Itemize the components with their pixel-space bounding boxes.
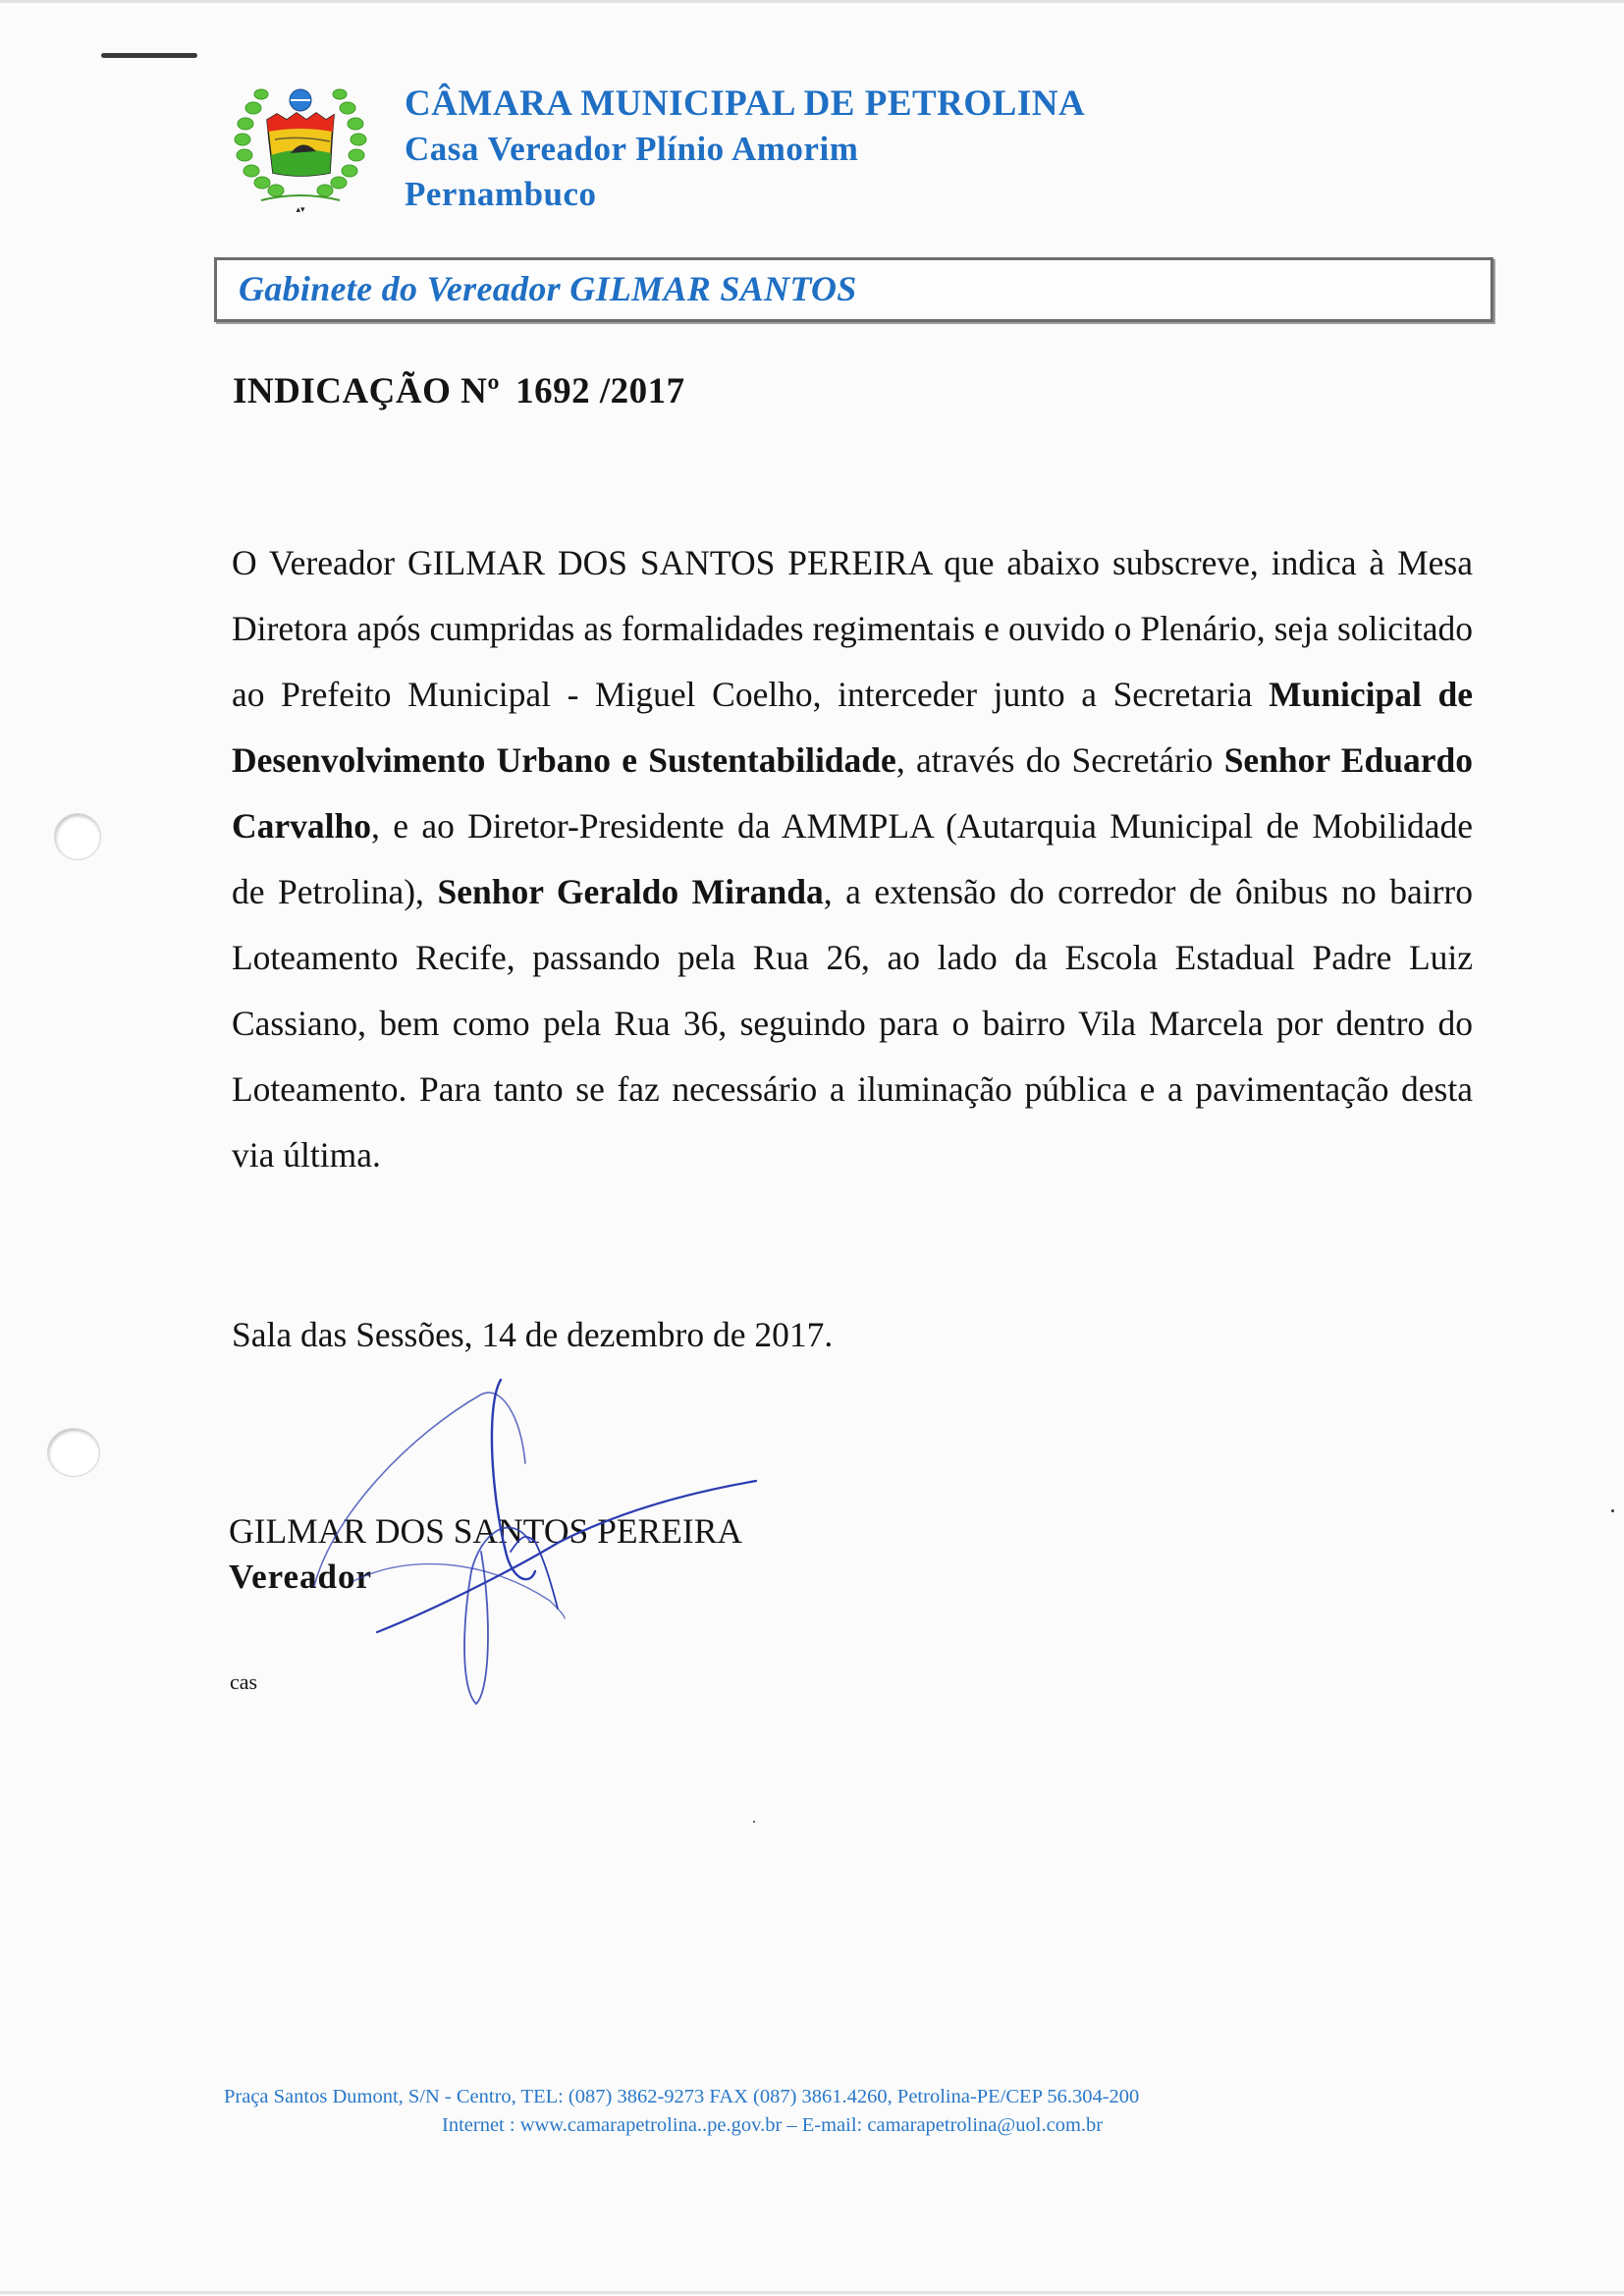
scan-speck	[753, 1821, 755, 1823]
secretary-name: Senhor Eduardo Carvalho	[232, 740, 1473, 846]
coat-of-arms-logo	[232, 81, 369, 214]
director-name: Senhor Geraldo Miranda	[437, 872, 824, 911]
institution-name: CÂMARA MUNICIPAL DE PETROLINA	[405, 83, 1086, 124]
state-name: Pernambuco	[405, 175, 597, 213]
document-title	[233, 370, 685, 412]
signatory-role: Vereador	[229, 1558, 373, 1596]
footer-contact: Internet : www.camarapetrolina..pe.gov.br – E-mail: camarapetrolina@uol.com.br	[442, 2114, 1104, 2136]
punch-hole	[47, 1428, 100, 1477]
punch-hole	[54, 813, 101, 860]
body-text-segment: , e ao Diretor-Presidente da AMMPLA (Autarquia Municipal de Mobilidade de Petrolina),	[232, 806, 1473, 911]
footer-address: Praça Santos Dumont, S/N - Centro, TEL: (087) 3862-9273 FAX (087) 3861.4260, Petrolina-PE/CEP 56.304-200	[224, 2086, 1140, 2107]
scan-edge-top	[0, 0, 1624, 3]
office-banner	[214, 257, 1493, 322]
svg-text:▴▾: ▴▾	[296, 205, 305, 214]
scan-speck	[1611, 1509, 1614, 1512]
office-banner-text: Gabinete do Vereador GILMAR SANTOS	[239, 269, 857, 308]
signatory-name: GILMAR DOS SANTOS PEREIRA	[229, 1511, 743, 1551]
scan-edge-bottom	[0, 2291, 1624, 2294]
body-paragraph	[232, 530, 1473, 1188]
body-text-segment: , a extensão do corredor de ônibus no bairro Loteamento Recife, passando pela Rua 26, ao lado da Escola Estadual Padre Luiz Cassiano, bem como pela Rua 36, seguindo para o bairro Vila Marcela por dentro do Loteamento. Para tanto se faz necessário a iluminação pública e a pavimentação desta via última.	[232, 872, 1473, 1175]
typist-initials: cas	[230, 1669, 258, 1694]
secretariat-name: Municipal de Desenvolvimento Urbano e Sustentabilidade	[232, 675, 1473, 780]
body-text-segment: O Vereador GILMAR DOS SANTOS PEREIRA que abaixo subscreve, indica à Mesa Diretora após cumpridas as formalidades regimentais e ouvido o Plenário, seja solicitado ao Prefeito Municipal - Miguel Coelho, interceder junto a Secretaria	[232, 543, 1473, 714]
document-type: INDICAÇÃO Nº	[233, 371, 501, 411]
house-name: Casa Vereador Plínio Amorim	[405, 130, 859, 168]
staple-mark	[101, 53, 197, 58]
closing-date: Sala das Sessões, 14 de dezembro de 2017.	[232, 1315, 834, 1354]
document-number: 1692 /2017	[515, 371, 685, 411]
body-text-segment: , através do Secretário	[895, 740, 1224, 780]
